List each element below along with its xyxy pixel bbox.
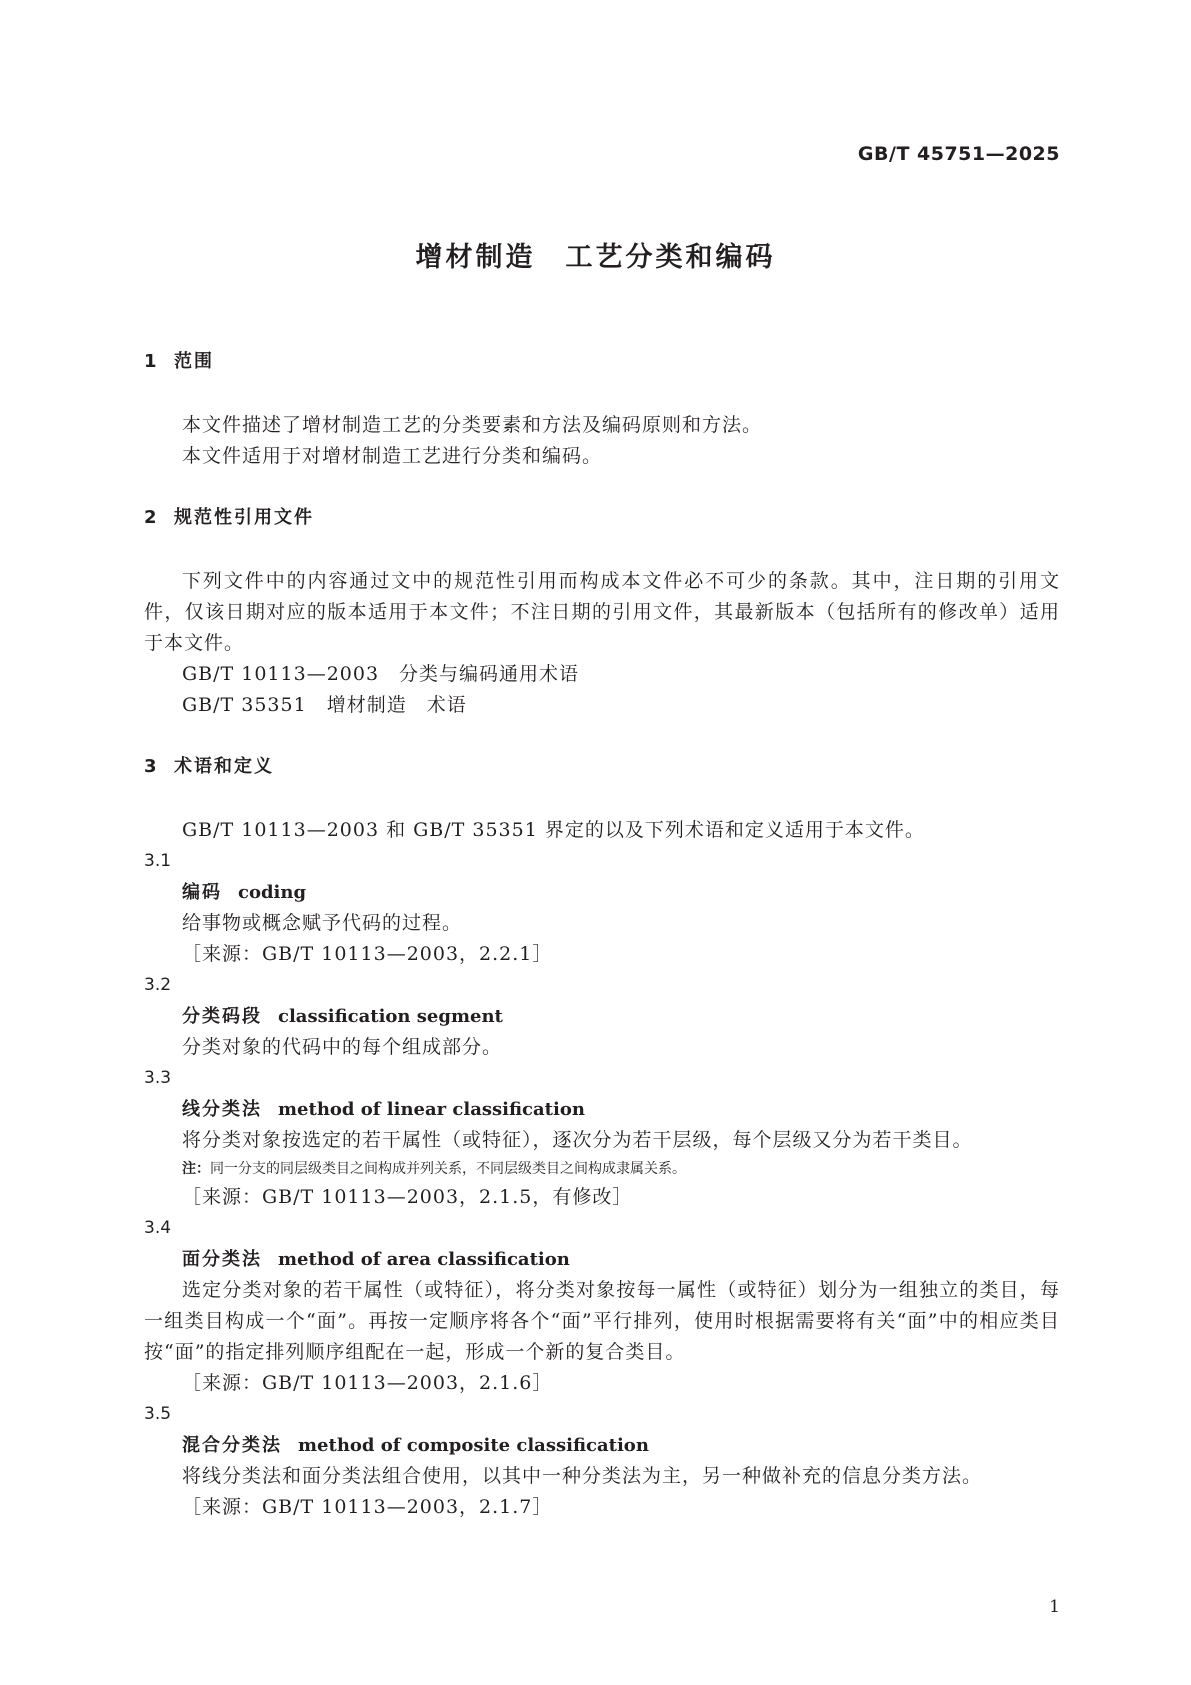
scope-paragraph-2: 本文件适用于对增材制造工艺进行分类和编码。 [182, 445, 603, 467]
term-heading [144, 877, 1060, 908]
section-2-heading [144, 502, 1060, 533]
section-title: 术语和定义 [174, 756, 274, 777]
section-1-heading [144, 346, 1060, 377]
term-source: ［来源：GB/T 10113—2003，2.1.7］ [182, 1496, 553, 1518]
term-en: method of area classification [278, 1249, 570, 1270]
term-definition: 将分类对象按选定的若干属性（或特征），逐次分为若干层级，每个层级又分为若干类目。 [182, 1129, 973, 1151]
term-heading [144, 1430, 1060, 1461]
term-number: 3.1 [144, 851, 172, 871]
note-text: 同一分支的同层级类目之间构成并列关系，不同层级类目之间构成隶属关系。 [210, 1161, 686, 1177]
term-en: coding [238, 882, 307, 903]
term-source: ［来源：GB/T 10113—2003，2.1.6］ [182, 1372, 553, 1394]
term-number: 3.5 [144, 1404, 172, 1424]
term-source: ［来源：GB/T 10113—2003，2.1.5，有修改］ [182, 1186, 633, 1208]
term-number: 3.3 [144, 1068, 172, 1088]
term-heading [144, 1094, 1060, 1125]
term-en: method of composite classification [298, 1435, 649, 1456]
term-definition: 选定分类对象的若干属性（或特征），将分类对象按每一属性（或特征）划分为一组独立的类目，每一组类目构成一个“面”。再按一定顺序将各个“面”平行排列，使用时根据需要将有关“面”中的相应类目按“面”的指定排列顺序组配在一起，形成一个新的复合类目。 [144, 1279, 1060, 1363]
reference-item: GB/T 10113—2003 分类与编码通用术语 [182, 663, 580, 685]
term-zh: 混合分类法 [182, 1435, 282, 1456]
page-number: 1 [1049, 1597, 1060, 1617]
section-number: 2 [144, 507, 157, 528]
section-title: 范围 [174, 351, 214, 372]
term-en: method of linear classification [278, 1099, 585, 1120]
section-3-heading [144, 751, 1060, 782]
section-number: 1 [144, 351, 157, 372]
normative-references-paragraph: 下列文件中的内容通过文中的规范性引用而构成本文件必不可少的条款。其中，注日期的引用文件，仅该日期对应的版本适用于本文件；不注日期的引用文件，其最新版本（包括所有的修改单）适用于本文件。 [144, 570, 1060, 654]
terms-intro-paragraph: GB/T 10113—2003 和 GB/T 35351 界定的以及下列术语和定义适用于本文件。 [182, 819, 925, 841]
term-en: classification segment [278, 1006, 503, 1027]
reference-item: GB/T 35351 增材制造 术语 [182, 694, 467, 716]
term-definition: 将线分类法和面分类法组合使用，以其中一种分类法为主，另一种做补充的信息分类方法。 [182, 1465, 983, 1487]
term-number: 3.4 [144, 1218, 172, 1238]
term-zh: 线分类法 [182, 1099, 262, 1120]
section-number: 3 [144, 756, 157, 777]
term-zh: 编码 [182, 882, 222, 903]
term-zh: 分类码段 [182, 1006, 262, 1027]
term-zh: 面分类法 [182, 1249, 262, 1270]
section-title: 规范性引用文件 [174, 507, 314, 528]
standard-number: GB/T 45751—2025 [857, 143, 1060, 165]
term-heading [144, 1001, 1060, 1032]
document-title: 增材制造 工艺分类和编码 [415, 242, 776, 273]
scope-paragraph-1: 本文件描述了增材制造工艺的分类要素和方法及编码原则和方法。 [182, 414, 763, 436]
term-source: ［来源：GB/T 10113—2003，2.2.1］ [182, 943, 553, 965]
term-number: 3.2 [144, 975, 172, 995]
term-heading [144, 1244, 1060, 1275]
document-body [144, 346, 1060, 1523]
term-definition: 给事物或概念赋予代码的过程。 [182, 912, 463, 934]
term-definition: 分类对象的代码中的每个组成部分。 [182, 1036, 503, 1058]
term-note [144, 1156, 1060, 1182]
note-label: 注： [182, 1161, 210, 1177]
